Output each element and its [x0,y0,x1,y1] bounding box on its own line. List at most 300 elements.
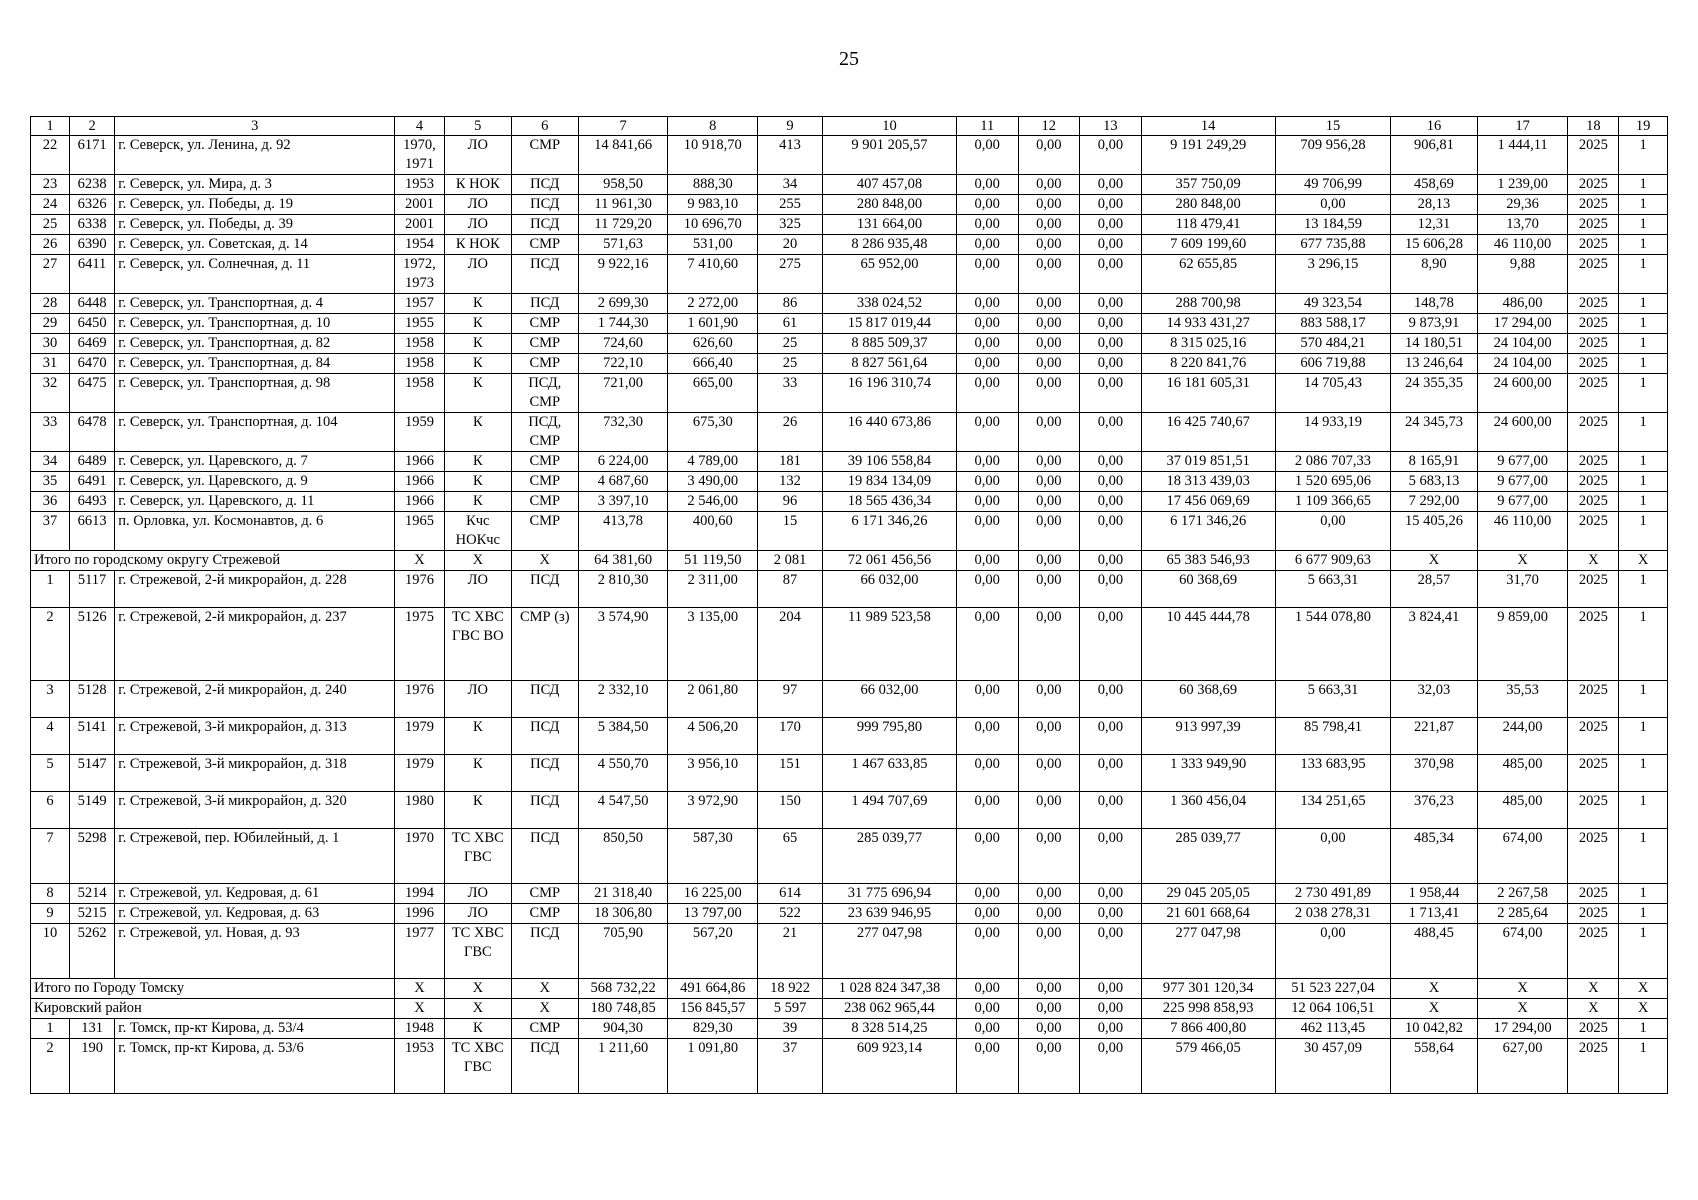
table-cell: 8 885 509,37 [822,334,956,354]
table-cell: 10 [31,924,70,979]
table-cell: 674,00 [1477,829,1568,884]
table-cell: 0,00 [956,1039,1018,1094]
table-cell: 0,00 [1080,884,1142,904]
table-cell: 1 [1619,195,1668,215]
table-cell: ПСД [511,255,578,294]
address-cell: г. Стрежевой, ул. Новая, д. 93 [115,924,395,979]
table-cell: 1 091,80 [668,1039,758,1094]
table-cell: 1979 [395,755,445,792]
table-cell: 2 [31,1039,70,1094]
table-cell: 357 750,09 [1141,175,1275,195]
table-cell: 1 544 078,80 [1275,608,1391,681]
table-cell: 3 397,10 [578,492,668,512]
table-cell: 7 609 199,60 [1141,235,1275,255]
table-cell: 17 294,00 [1477,314,1568,334]
table-cell: 0,00 [1080,314,1142,334]
summary-cell: 0,00 [1018,979,1080,999]
address-cell: г. Северск, ул. Транспортная, д. 10 [115,314,395,334]
table-cell: 6469 [69,334,114,354]
table-cell: 1 109 366,65 [1275,492,1391,512]
table-cell: 1966 [395,492,445,512]
table-row [31,235,1668,255]
table-cell: 829,30 [668,1019,758,1039]
table-cell: 567,20 [668,924,758,979]
table-cell: 7 410,60 [668,255,758,294]
table-cell: ПСД [511,294,578,314]
table-cell: 37 [31,512,70,551]
table-cell: 15 405,26 [1391,512,1477,551]
summary-cell: 568 732,22 [578,979,668,999]
table-cell: 25 [758,334,823,354]
table-cell: 6478 [69,413,114,452]
table-cell: 0,00 [1080,608,1142,681]
table-cell: 0,00 [956,608,1018,681]
table-cell: 9 901 205,57 [822,136,956,175]
table-cell: 2025 [1568,175,1619,195]
table-cell: 5215 [69,904,114,924]
table-cell: 244,00 [1477,718,1568,755]
table-cell: 18 306,80 [578,904,668,924]
table-cell: 10 445 444,78 [1141,608,1275,681]
table-cell: 0,00 [1080,792,1142,829]
summary-cell: 0,00 [956,979,1018,999]
table-cell: 20 [758,235,823,255]
table-cell: 883 588,17 [1275,314,1391,334]
table-row [31,195,1668,215]
table-cell: 0,00 [1080,512,1142,551]
table-cell: 1958 [395,354,445,374]
table-cell: К [444,755,511,792]
table-cell: 5126 [69,608,114,681]
table-cell: 0,00 [956,413,1018,452]
table-cell: 2 285,64 [1477,904,1568,924]
table-cell: СМР (з) [511,608,578,681]
summary-cell: 0,00 [1080,979,1142,999]
table-row [31,681,1668,718]
table-row [31,571,1668,608]
table-cell: 485,00 [1477,792,1568,829]
table-cell: 2001 [395,195,445,215]
table-cell: СМР [511,314,578,334]
table-cell: 0,00 [1080,472,1142,492]
page-number: 25 [839,48,859,70]
table-cell: 2025 [1568,681,1619,718]
table-cell: 6450 [69,314,114,334]
table-cell: 2 730 491,89 [1275,884,1391,904]
table-cell: 904,30 [578,1019,668,1039]
table-cell: 1 [1619,924,1668,979]
table-cell: 28,13 [1391,195,1477,215]
table-cell: 1 [1619,1039,1668,1094]
table-cell: 0,00 [956,215,1018,235]
table-cell: 0,00 [1018,255,1080,294]
table-cell: 724,60 [578,334,668,354]
table-cell: 8 165,91 [1391,452,1477,472]
address-cell: г. Северск, ул. Ленина, д. 92 [115,136,395,175]
table-cell: 11 729,20 [578,215,668,235]
table-cell: 675,30 [668,413,758,452]
summary-label: Итого по городскому округу Стрежевой [31,551,395,571]
summary-cell: 225 998 858,93 [1141,999,1275,1019]
table-cell: 0,00 [1080,413,1142,452]
table-cell: 0,00 [956,472,1018,492]
table-cell: 14 705,43 [1275,374,1391,413]
table-cell: 1 360 456,04 [1141,792,1275,829]
table-cell: 87 [758,571,823,608]
table-cell: 11 961,30 [578,195,668,215]
table-row [31,1019,1668,1039]
address-cell: г. Северск, ул. Победы, д. 19 [115,195,395,215]
table-cell: 338 024,52 [822,294,956,314]
table-cell: ЛО [444,884,511,904]
table-cell: 0,00 [1018,681,1080,718]
summary-cell: 65 383 546,93 [1141,551,1275,571]
table-cell: 19 834 134,09 [822,472,956,492]
table-cell: 1 [1619,354,1668,374]
table-row [31,413,1668,452]
table-cell: 28,57 [1391,571,1477,608]
table-cell: 1 333 949,90 [1141,755,1275,792]
table-cell: 6475 [69,374,114,413]
table-cell: 407 457,08 [822,175,956,195]
table-cell: 25 [758,354,823,374]
table-cell: 32 [31,374,70,413]
table-cell: 30 [31,334,70,354]
address-cell: г. Северск, ул. Победы, д. 39 [115,215,395,235]
table-row [31,792,1668,829]
table-cell: 0,00 [956,235,1018,255]
table-cell: 0,00 [956,334,1018,354]
table-cell: 558,64 [1391,1039,1477,1094]
summary-cell: 977 301 120,34 [1141,979,1275,999]
table-cell: К [444,413,511,452]
table-cell: 2025 [1568,374,1619,413]
table-cell: 850,50 [578,829,668,884]
table-cell: 0,00 [1018,829,1080,884]
table-cell: 0,00 [1018,571,1080,608]
table-cell: 626,60 [668,334,758,354]
column-number-header: 1 [31,117,70,136]
table-cell: К [444,492,511,512]
table-cell: 29 [31,314,70,334]
table-cell: 666,40 [668,354,758,374]
table-cell: ЛО [444,681,511,718]
table-cell: 1957 [395,294,445,314]
table-cell: 1 239,00 [1477,175,1568,195]
table-cell: 0,00 [1018,755,1080,792]
table-cell: 0,00 [1018,374,1080,413]
table-cell: 0,00 [1080,175,1142,195]
table-cell: ПСД [511,215,578,235]
table-cell: 958,50 [578,175,668,195]
table-cell: 28 [31,294,70,314]
table-row [31,374,1668,413]
table-cell: 1966 [395,452,445,472]
address-cell: г. Северск, ул. Транспортная, д. 104 [115,413,395,452]
table-cell: 0,00 [1018,512,1080,551]
table-row [31,294,1668,314]
table-cell: 148,78 [1391,294,1477,314]
table-cell: 1959 [395,413,445,452]
table-cell: К [444,718,511,755]
column-number-header: 3 [115,117,395,136]
table-cell: 2025 [1568,608,1619,681]
table-cell: 0,00 [956,255,1018,294]
table-cell: 0,00 [956,884,1018,904]
table-row [31,472,1668,492]
table-row [31,334,1668,354]
table-cell: 1970, 1971 [395,136,445,175]
table-row [31,1039,1668,1094]
table-cell: 15 817 019,44 [822,314,956,334]
summary-cell: Х [444,551,511,571]
summary-cell: 156 845,57 [668,999,758,1019]
table-cell: 522 [758,904,823,924]
table-cell: 39 [758,1019,823,1039]
address-cell: г. Стрежевой, 2-й микрорайон, д. 240 [115,681,395,718]
table-cell: СМР [511,472,578,492]
table-cell: 458,69 [1391,175,1477,195]
table-cell: 33 [31,413,70,452]
table-cell: 1 [1619,314,1668,334]
table-cell: 7 [31,829,70,884]
table-cell: 1979 [395,718,445,755]
table-cell: 1 520 695,06 [1275,472,1391,492]
table-cell: К [444,472,511,492]
table-cell: 705,90 [578,924,668,979]
summary-row [31,999,1668,1019]
table-cell: 2 038 278,31 [1275,904,1391,924]
summary-cell: Х [1391,551,1477,571]
table-cell: 9 983,10 [668,195,758,215]
table-cell: СМР [511,884,578,904]
summary-cell: Х [1477,979,1568,999]
address-cell: г. Стрежевой, 2-й микрорайон, д. 237 [115,608,395,681]
table-cell: 2025 [1568,334,1619,354]
table-cell: 6489 [69,452,114,472]
table-cell: СМР [511,1019,578,1039]
table-cell: 118 479,41 [1141,215,1275,235]
table-cell: 1976 [395,681,445,718]
table-row [31,718,1668,755]
table-cell: ПСД [511,175,578,195]
table-cell: 606 719,88 [1275,354,1391,374]
table-cell: 5147 [69,755,114,792]
table-cell: 0,00 [956,136,1018,175]
table-cell: 46 110,00 [1477,512,1568,551]
table-cell: 0,00 [1080,492,1142,512]
table-cell: 85 798,41 [1275,718,1391,755]
summary-cell: 0,00 [1018,999,1080,1019]
summary-cell: 5 597 [758,999,823,1019]
table-cell: 1 [1619,829,1668,884]
table-cell: 1953 [395,1039,445,1094]
table-cell: 6491 [69,472,114,492]
table-cell: 2 810,30 [578,571,668,608]
table-cell: 1 [1619,235,1668,255]
address-cell: г. Стрежевой, пер. Юбилейный, д. 1 [115,829,395,884]
table-row [31,755,1668,792]
table-cell: Кчс НОКчс [444,512,511,551]
table-cell: ПСД [511,1039,578,1094]
table-cell: 0,00 [1080,571,1142,608]
table-cell: 132 [758,472,823,492]
table-row [31,314,1668,334]
table-cell: 0,00 [956,175,1018,195]
table-cell: 1 [1619,452,1668,472]
summary-cell: Х [1619,979,1668,999]
table-cell: 6448 [69,294,114,314]
summary-cell: Х [1619,551,1668,571]
table-cell: 46 110,00 [1477,235,1568,255]
table-cell: 26 [31,235,70,255]
column-number-header: 17 [1477,117,1568,136]
table-cell: ПСД [511,195,578,215]
address-cell: г. Стрежевой, ул. Кедровая, д. 61 [115,884,395,904]
column-number-header: 14 [1141,117,1275,136]
table-cell: 0,00 [956,512,1018,551]
table-cell: К НОК [444,175,511,195]
table-cell: 721,00 [578,374,668,413]
table-cell: 131 [69,1019,114,1039]
table-cell: 1 958,44 [1391,884,1477,904]
table-cell: 10 042,82 [1391,1019,1477,1039]
table-cell: 1 [1619,472,1668,492]
table-cell: 0,00 [1018,884,1080,904]
table-cell: 2025 [1568,314,1619,334]
table-cell: 0,00 [1275,512,1391,551]
summary-cell: Х [1568,551,1619,571]
table-cell: 21 601 668,64 [1141,904,1275,924]
table-cell: 0,00 [956,314,1018,334]
summary-cell: Х [1391,999,1477,1019]
table-cell: 0,00 [956,571,1018,608]
table-cell: 16 225,00 [668,884,758,904]
table-cell: 413 [758,136,823,175]
table-cell: 2 699,30 [578,294,668,314]
table-row [31,884,1668,904]
table-cell: 0,00 [1018,136,1080,175]
table-cell: 0,00 [1080,235,1142,255]
table-cell: 8 328 514,25 [822,1019,956,1039]
table-cell: 0,00 [1080,924,1142,979]
table-cell: ПСД [511,792,578,829]
table-cell: 1 713,41 [1391,904,1477,924]
table-cell: 1955 [395,314,445,334]
table-cell: 13 246,64 [1391,354,1477,374]
table-cell: 24 600,00 [1477,413,1568,452]
table-cell: К [444,452,511,472]
table-cell: 204 [758,608,823,681]
address-cell: г. Стрежевой, 3-й микрорайон, д. 318 [115,755,395,792]
table-cell: 35 [31,472,70,492]
table-cell: 2025 [1568,718,1619,755]
table-cell: К НОК [444,235,511,255]
column-number-header: 7 [578,117,668,136]
table-cell: 4 687,60 [578,472,668,492]
table-cell: 1 211,60 [578,1039,668,1094]
summary-cell: 0,00 [1080,999,1142,1019]
summary-row [31,551,1668,571]
table-cell: СМР [511,354,578,374]
table-cell: 65 952,00 [822,255,956,294]
table-cell: 0,00 [1018,904,1080,924]
table-cell: 280 848,00 [822,195,956,215]
table-cell: 2 546,00 [668,492,758,512]
table-cell: СМР [511,904,578,924]
table-cell: 3 135,00 [668,608,758,681]
table-cell: 6470 [69,354,114,374]
column-number-header: 16 [1391,117,1477,136]
table-cell: 33 [758,374,823,413]
table-cell: 906,81 [1391,136,1477,175]
table-cell: 1996 [395,904,445,924]
table-cell: 277 047,98 [822,924,956,979]
table-cell: 0,00 [1080,374,1142,413]
table-cell: 0,00 [1080,195,1142,215]
column-number-header: 13 [1080,117,1142,136]
table-cell: 4 547,50 [578,792,668,829]
table-cell: 280 848,00 [1141,195,1275,215]
table-cell: ПСД, СМР [511,374,578,413]
table-cell: ЛО [444,255,511,294]
table-cell: 1958 [395,334,445,354]
address-cell: г. Стрежевой, 2-й микрорайон, д. 228 [115,571,395,608]
address-cell: г. Томск, пр-кт Кирова, д. 53/6 [115,1039,395,1094]
table-cell: 6 171 346,26 [822,512,956,551]
table-cell: 6338 [69,215,114,235]
table-cell: 579 466,05 [1141,1039,1275,1094]
table-cell: 9 677,00 [1477,472,1568,492]
table-cell: ПСД, СМР [511,413,578,452]
table-row [31,136,1668,175]
table-cell: 15 606,28 [1391,235,1477,255]
table-cell: 14 933,19 [1275,413,1391,452]
table-cell: 2025 [1568,294,1619,314]
table-cell: 677 735,88 [1275,235,1391,255]
table-cell: 2025 [1568,215,1619,235]
table-cell: 0,00 [956,718,1018,755]
table-cell: 2025 [1568,904,1619,924]
table-cell: 2 272,00 [668,294,758,314]
table-cell: 9 859,00 [1477,608,1568,681]
address-cell: г. Северск, ул. Транспортная, д. 4 [115,294,395,314]
address-cell: г. Северск, ул. Царевского, д. 7 [115,452,395,472]
column-number-header: 18 [1568,117,1619,136]
table-row [31,492,1668,512]
table-cell: 21 [758,924,823,979]
table-cell: 2025 [1568,492,1619,512]
table-cell: 0,00 [1018,314,1080,334]
table-cell: ЛО [444,215,511,235]
table-cell: 0,00 [956,1019,1018,1039]
table-cell: 5 384,50 [578,718,668,755]
table-cell: 6 224,00 [578,452,668,472]
column-number-header: 8 [668,117,758,136]
table-cell: 2025 [1568,755,1619,792]
summary-cell: 51 523 227,04 [1275,979,1391,999]
summary-cell: Х [1477,999,1568,1019]
table-cell: 0,00 [1018,354,1080,374]
table-cell: 413,78 [578,512,668,551]
table-cell: 1 [1619,413,1668,452]
summary-cell: 1 028 824 347,38 [822,979,956,999]
summary-label: Кировский район [31,999,395,1019]
table-cell: 14 933 431,27 [1141,314,1275,334]
table-cell: 1 [1619,215,1668,235]
table-cell: 15 [758,512,823,551]
table-cell: 8 315 025,16 [1141,334,1275,354]
